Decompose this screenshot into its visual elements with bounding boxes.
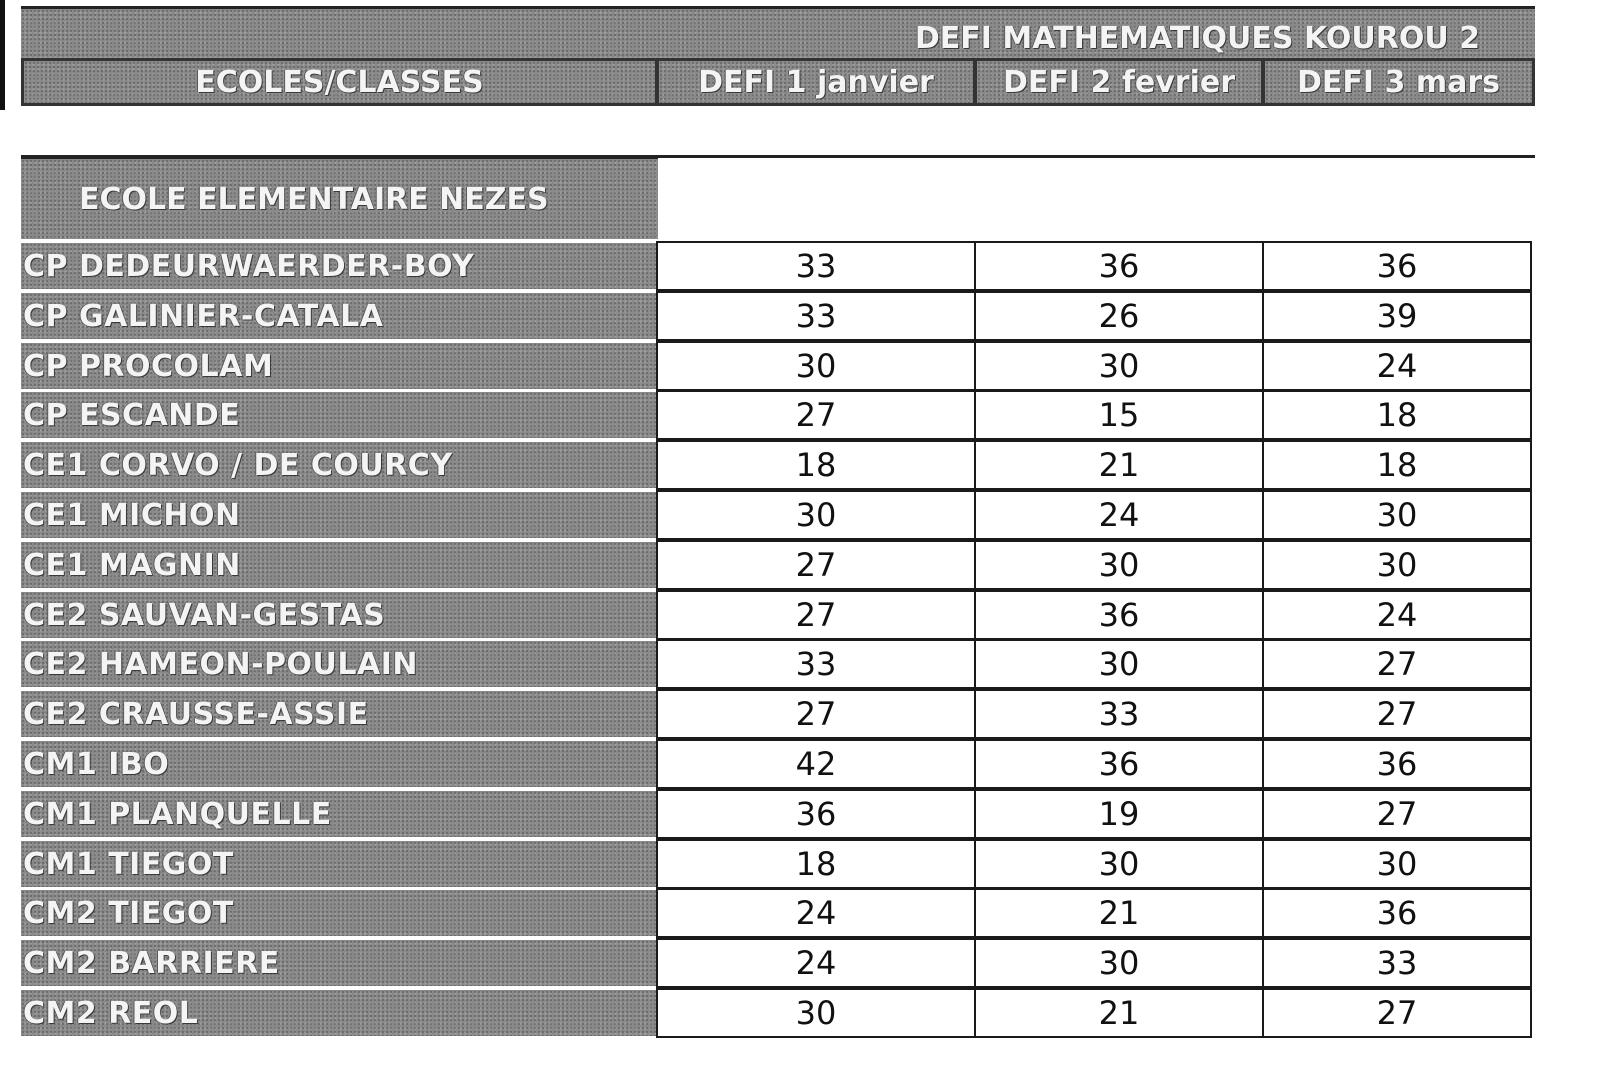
class-label: CE1 MICHON	[21, 492, 658, 538]
score-cell-defi-1: 18	[656, 839, 976, 889]
score-cell-defi-1: 24	[656, 938, 976, 988]
class-label: CP PROCOLAM	[21, 343, 658, 389]
score-cell-defi-3: 30	[1262, 540, 1532, 590]
score-cell-defi-1: 27	[656, 540, 976, 590]
score-cell-defi-2: 26	[974, 291, 1264, 341]
score-cell-defi-1: 18	[656, 440, 976, 490]
score-cell-defi-2: 19	[974, 789, 1264, 839]
score-cell-defi-3: 33	[1262, 938, 1532, 988]
score-cell-defi-1: 33	[656, 291, 976, 341]
score-cell-defi-1: 24	[656, 888, 976, 938]
column-header-defi-3: DEFI 3 mars	[1262, 58, 1535, 106]
class-label: CP DEDEURWAERDER-BOY	[21, 243, 658, 289]
score-cell-defi-2: 36	[974, 241, 1264, 291]
score-cell-defi-1: 27	[656, 689, 976, 739]
score-cell-defi-3: 24	[1262, 341, 1532, 391]
score-cell-defi-2: 24	[974, 490, 1264, 540]
score-cell-defi-2: 30	[974, 938, 1264, 988]
score-cell-defi-3: 39	[1262, 291, 1532, 341]
score-cell-defi-3: 18	[1262, 390, 1532, 440]
score-cell-defi-3: 18	[1262, 440, 1532, 490]
class-label: CM1 TIEGOT	[21, 841, 658, 887]
class-label: CE2 CRAUSSE-ASSIE	[21, 691, 658, 737]
class-label: CE2 SAUVAN-GESTAS	[21, 592, 658, 638]
table-top-rule	[658, 155, 1535, 158]
class-label: CE1 MAGNIN	[21, 542, 658, 588]
score-cell-defi-3: 36	[1262, 739, 1532, 789]
score-cell-defi-2: 30	[974, 540, 1264, 590]
score-cell-defi-1: 36	[656, 789, 976, 839]
column-header-schools: ECOLES/CLASSES	[21, 58, 658, 106]
class-label: CM2 TIEGOT	[21, 890, 658, 936]
score-cell-defi-3: 30	[1262, 839, 1532, 889]
score-cell-defi-2: 15	[974, 390, 1264, 440]
score-cell-defi-2: 30	[974, 341, 1264, 391]
score-cell-defi-3: 36	[1262, 241, 1532, 291]
score-cell-defi-1: 30	[656, 341, 976, 391]
score-cell-defi-2: 30	[974, 639, 1264, 689]
class-label: CM1 IBO	[21, 741, 658, 787]
column-header-defi-1: DEFI 1 janvier	[656, 58, 976, 106]
score-cell-defi-1: 30	[656, 490, 976, 540]
school-name: ECOLE ELEMENTAIRE NEZES	[21, 155, 658, 239]
score-cell-defi-3: 27	[1262, 689, 1532, 739]
score-cell-defi-2: 33	[974, 689, 1264, 739]
class-label: CM1 PLANQUELLE	[21, 791, 658, 837]
class-label: CE2 HAMEON-POULAIN	[21, 641, 658, 687]
score-cell-defi-2: 21	[974, 440, 1264, 490]
class-label: CM2 REOL	[21, 990, 658, 1036]
score-cell-defi-3: 27	[1262, 988, 1532, 1038]
score-cell-defi-3: 27	[1262, 639, 1532, 689]
class-label: CM2 BARRIERE	[21, 940, 658, 986]
document-title: DEFI MATHEMATIQUES KOUROU 2	[914, 21, 1480, 56]
score-cell-defi-2: 36	[974, 590, 1264, 640]
score-cell-defi-1: 33	[656, 241, 976, 291]
column-header-defi-2: DEFI 2 fevrier	[974, 58, 1264, 106]
score-cell-defi-3: 24	[1262, 590, 1532, 640]
class-label: CP GALINIER-CATALA	[21, 293, 658, 339]
scan-edge	[0, 0, 5, 110]
score-cell-defi-1: 33	[656, 639, 976, 689]
score-cell-defi-1: 27	[656, 590, 976, 640]
score-cell-defi-2: 21	[974, 888, 1264, 938]
score-cell-defi-1: 27	[656, 390, 976, 440]
title-bar	[21, 6, 1535, 59]
score-cell-defi-2: 30	[974, 839, 1264, 889]
score-cell-defi-2: 21	[974, 988, 1264, 1038]
score-cell-defi-3: 27	[1262, 789, 1532, 839]
score-cell-defi-1: 42	[656, 739, 976, 789]
score-cell-defi-1: 30	[656, 988, 976, 1038]
score-cell-defi-3: 30	[1262, 490, 1532, 540]
class-label: CP ESCANDE	[21, 392, 658, 438]
score-cell-defi-3: 36	[1262, 888, 1532, 938]
score-cell-defi-2: 36	[974, 739, 1264, 789]
class-label: CE1 CORVO / DE COURCY	[21, 442, 658, 488]
